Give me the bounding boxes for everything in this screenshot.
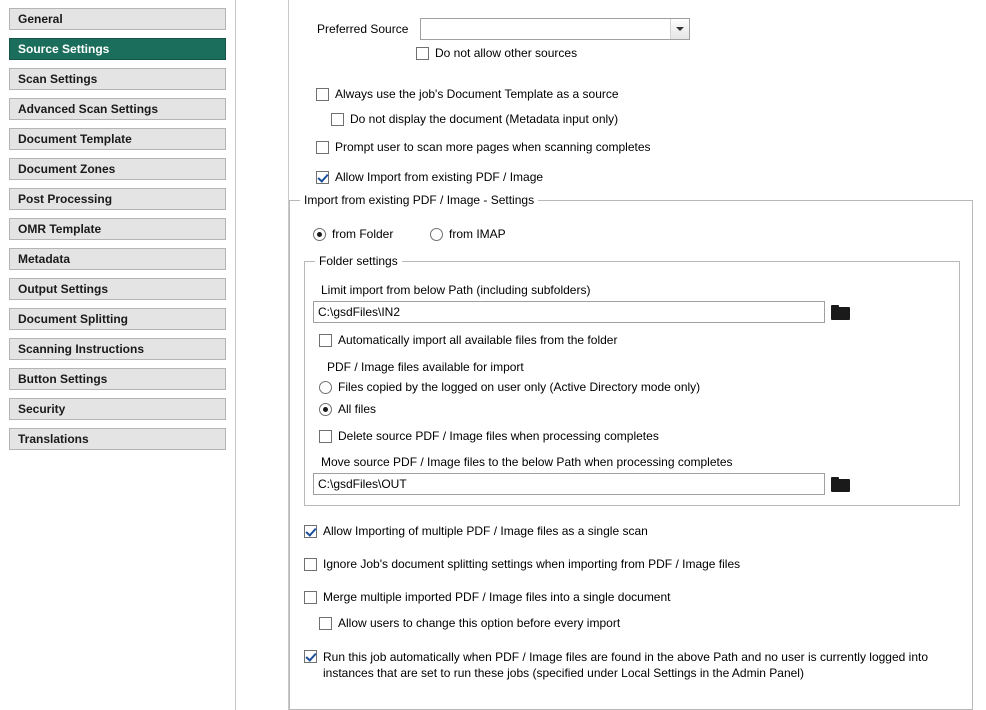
run-job-automatically-label: Run this job automatically when PDF / Image files are found in the above Path and no user is currently logged into instances that are set to run these jobs (specified under Local Settings in the Admin Panel) xyxy=(323,650,929,680)
limit-import-label: Limit import from below Path (including subfolders) xyxy=(321,283,591,297)
all-files-label: All files xyxy=(338,402,377,416)
source-settings-panel xyxy=(236,0,986,710)
prompt-user-scan-more-row[interactable] xyxy=(316,140,651,154)
auto-import-row[interactable] xyxy=(319,333,617,347)
sidebar-item-button-settings[interactable] xyxy=(9,368,226,390)
merge-multiple-row[interactable] xyxy=(304,590,671,604)
prompt-user-scan-more-checkbox[interactable] xyxy=(316,141,329,154)
sidebar-item-general[interactable] xyxy=(9,8,226,30)
ignore-splitting-checkbox[interactable] xyxy=(304,558,317,571)
from-folder-radio[interactable] xyxy=(313,228,326,241)
files-available-label-row xyxy=(327,360,524,374)
run-job-automatically-row[interactable] xyxy=(304,649,944,681)
ignore-splitting-label: Ignore Job's document splitting settings when importing from PDF / Image files xyxy=(323,557,741,571)
chevron-down-icon[interactable] xyxy=(670,19,689,39)
preferred-source-label: Preferred Source xyxy=(317,22,409,36)
do-not-allow-other-sources-label: Do not allow other sources xyxy=(435,46,578,60)
import-settings-group-title: Import from existing PDF / Image - Settings xyxy=(300,193,538,207)
sidebar-item-label: OMR Template xyxy=(18,222,102,236)
move-source-label: Move source PDF / Image files to the below Path when processing completes xyxy=(321,455,733,469)
folder-icon xyxy=(831,305,850,320)
sidebar-item-label: Source Settings xyxy=(18,42,110,56)
allow-users-change-label: Allow users to change this option before every import xyxy=(338,616,621,630)
always-use-template-label: Always use the job's Document Template as a source xyxy=(335,87,619,101)
sidebar-item-source-settings[interactable] xyxy=(9,38,226,60)
limit-import-path-field-row xyxy=(313,301,852,323)
folder-icon xyxy=(831,477,850,492)
sidebar-item-security[interactable] xyxy=(9,398,226,420)
import-settings-group xyxy=(289,193,973,710)
sidebar-item-scanning-instructions[interactable] xyxy=(9,338,226,360)
always-use-template-row[interactable] xyxy=(316,87,619,101)
from-imap-radio[interactable] xyxy=(430,228,443,241)
allow-multiple-single-scan-label: Allow Importing of multiple PDF / Image files as a single scan xyxy=(323,524,648,538)
from-imap-radio-row[interactable] xyxy=(430,227,506,241)
limit-import-path-input[interactable]: C:\gsdFiles\IN2 xyxy=(313,301,825,323)
allow-multiple-single-scan-row[interactable] xyxy=(304,524,648,538)
do-not-display-document-row[interactable] xyxy=(331,112,618,126)
move-source-browse-button[interactable] xyxy=(828,473,852,495)
do-not-display-document-label: Do not display the document (Metadata input only) xyxy=(350,112,619,126)
allow-import-existing-checkbox[interactable] xyxy=(316,171,329,184)
do-not-display-document-checkbox[interactable] xyxy=(331,113,344,126)
move-source-path-input[interactable]: C:\gsdFiles\OUT xyxy=(313,473,825,495)
sidebar-item-label: Document Zones xyxy=(18,162,116,176)
delete-source-label: Delete source PDF / Image files when processing completes xyxy=(338,429,659,443)
sidebar-item-advanced-scan-settings[interactable] xyxy=(9,98,226,120)
prompt-user-scan-more-label: Prompt user to scan more pages when scanning completes xyxy=(335,140,651,154)
move-source-path-field-row xyxy=(313,473,852,495)
files-available-label: PDF / Image files available for import xyxy=(327,360,524,374)
limit-import-label-row xyxy=(321,283,590,297)
always-use-template-checkbox[interactable] xyxy=(316,88,329,101)
from-imap-label: from IMAP xyxy=(449,227,506,241)
sidebar-item-translations[interactable] xyxy=(9,428,226,450)
allow-import-existing-label: Allow Import from existing PDF / Image xyxy=(335,170,544,184)
folder-settings-group xyxy=(304,254,960,506)
allow-users-change-checkbox[interactable] xyxy=(319,617,332,630)
files-copied-option-row[interactable] xyxy=(319,380,700,394)
sidebar-item-label: Metadata xyxy=(18,252,71,266)
sidebar-item-document-template[interactable] xyxy=(9,128,226,150)
files-copied-label: Files copied by the logged on user only (Active Directory mode only) xyxy=(338,380,701,394)
auto-import-checkbox[interactable] xyxy=(319,334,332,347)
sidebar-item-label: Advanced Scan Settings xyxy=(18,102,159,116)
all-files-radio[interactable] xyxy=(319,403,332,416)
preferred-source-row xyxy=(317,18,690,40)
sidebar-item-metadata[interactable] xyxy=(9,248,226,270)
sidebar-item-label: Scan Settings xyxy=(18,72,98,86)
allow-import-existing-row[interactable] xyxy=(316,170,543,184)
sidebar-item-post-processing[interactable] xyxy=(9,188,226,210)
sidebar-item-label: Post Processing xyxy=(18,192,113,206)
sidebar-item-output-settings[interactable] xyxy=(9,278,226,300)
sidebar-item-label: Translations xyxy=(18,432,89,446)
sidebar-item-label: Document Splitting xyxy=(18,312,128,326)
folder-settings-group-title: Folder settings xyxy=(315,254,402,268)
sidebar-item-label: Output Settings xyxy=(18,282,108,296)
ignore-splitting-row[interactable] xyxy=(304,557,740,571)
sidebar-item-omr-template[interactable] xyxy=(9,218,226,240)
merge-multiple-label: Merge multiple imported PDF / Image files into a single document xyxy=(323,590,671,604)
settings-sidebar xyxy=(0,0,236,710)
sidebar-item-document-zones[interactable] xyxy=(9,158,226,180)
do-not-allow-other-sources-row[interactable] xyxy=(416,46,577,60)
move-source-label-row xyxy=(321,455,733,469)
delete-source-row[interactable] xyxy=(319,429,659,443)
merge-multiple-checkbox[interactable] xyxy=(304,591,317,604)
limit-import-browse-button[interactable] xyxy=(828,301,852,323)
do-not-allow-other-sources-checkbox[interactable] xyxy=(416,47,429,60)
sidebar-item-label: Document Template xyxy=(18,132,132,146)
delete-source-checkbox[interactable] xyxy=(319,430,332,443)
allow-multiple-single-scan-checkbox[interactable] xyxy=(304,525,317,538)
sidebar-item-label: General xyxy=(18,12,63,26)
from-folder-label: from Folder xyxy=(332,227,394,241)
sidebar-item-scan-settings[interactable] xyxy=(9,68,226,90)
sidebar-item-label: Scanning Instructions xyxy=(18,342,145,356)
auto-import-label: Automatically import all available files from the folder xyxy=(338,333,618,347)
allow-users-change-row[interactable] xyxy=(319,616,620,630)
all-files-option-row[interactable] xyxy=(319,402,376,416)
from-folder-radio-row[interactable] xyxy=(313,227,393,241)
files-copied-radio[interactable] xyxy=(319,381,332,394)
run-job-automatically-checkbox[interactable] xyxy=(304,650,317,663)
preferred-source-combobox[interactable] xyxy=(420,18,690,40)
sidebar-item-label: Security xyxy=(18,402,66,416)
sidebar-item-document-splitting[interactable] xyxy=(9,308,226,330)
sidebar-item-label: Button Settings xyxy=(18,372,108,386)
